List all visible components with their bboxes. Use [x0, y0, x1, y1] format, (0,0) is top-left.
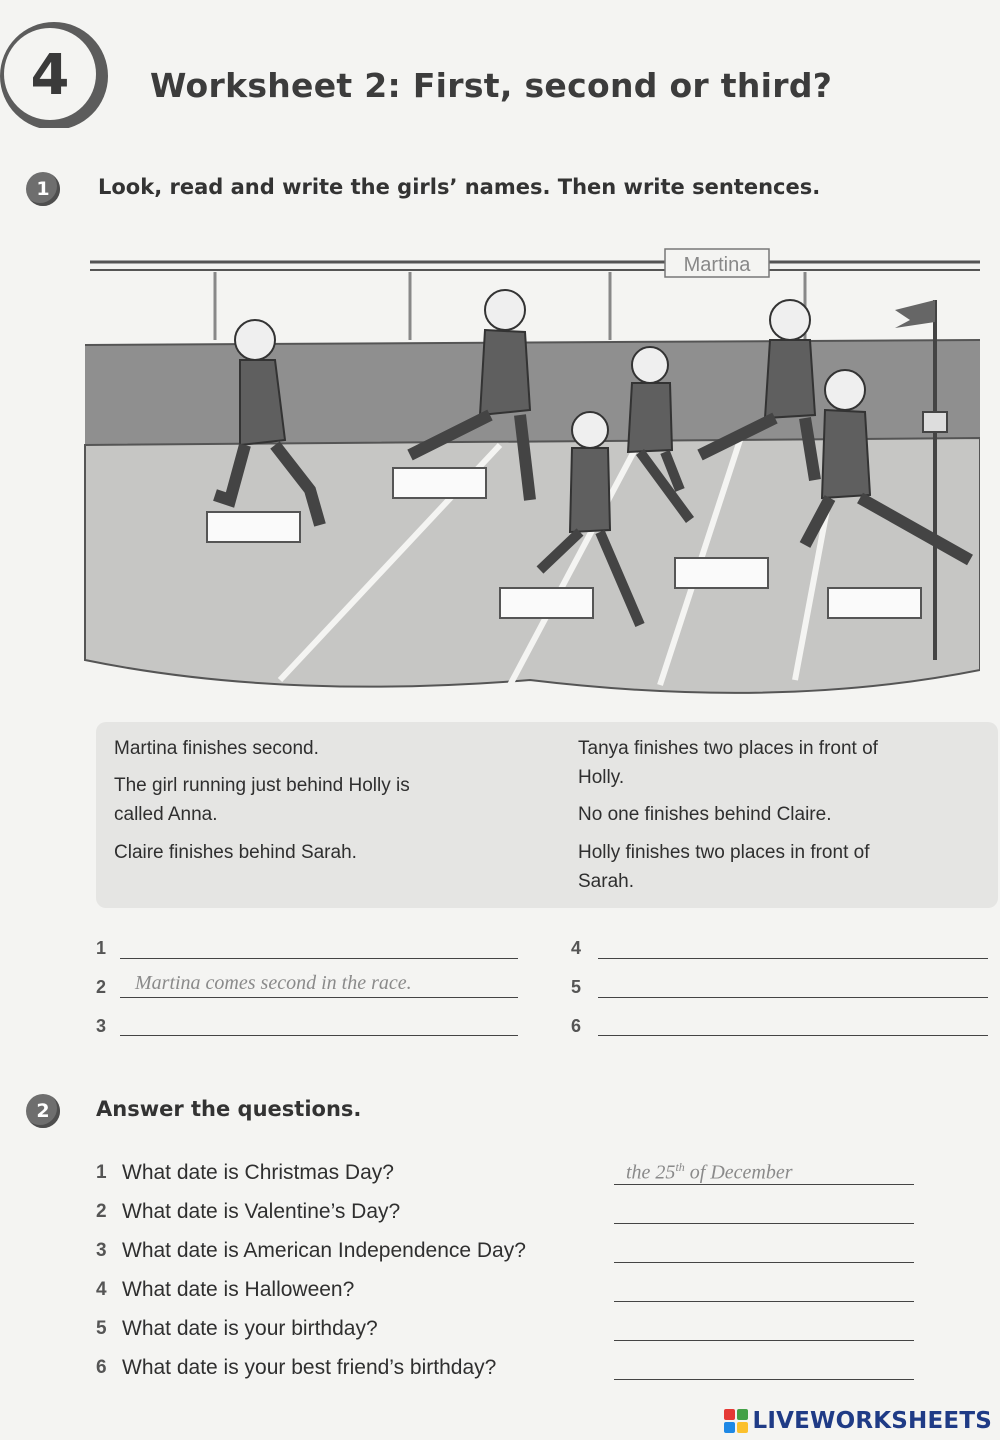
answer-input-4[interactable]: [614, 1301, 914, 1302]
clue-right-2: No one finishes behind Claire.: [578, 804, 832, 825]
clue-left-1: Martina finishes second.: [114, 738, 319, 759]
sentence-number-2: 2: [96, 977, 107, 997]
page-title: Worksheet 2: First, second or third?: [150, 66, 833, 105]
question-text-1: What date is Christmas Day?: [122, 1161, 394, 1184]
clue-right-3: Holly finishes two places in front of Sarah.: [578, 842, 870, 892]
question-number-2: 2: [96, 1201, 107, 1222]
liveworksheets-brand[interactable]: [723, 1406, 992, 1436]
name-box-4: [675, 558, 768, 588]
question-text-6: What date is your best friend’s birthday?: [122, 1356, 497, 1379]
sentence-number-1: 1: [96, 938, 107, 958]
question-text-2: What date is Valentine’s Day?: [122, 1200, 401, 1223]
exercise-1-instruction: Look, read and write the girls’ names. Then write sentences.: [98, 175, 821, 199]
question-number-6: 6: [96, 1357, 107, 1378]
sentence-input-2[interactable]: [120, 997, 518, 998]
question-text-4: What date is Halloween?: [122, 1278, 355, 1301]
race-illustration: [80, 240, 980, 700]
exercise-2-instruction: Answer the questions.: [96, 1097, 362, 1121]
name-box-1: [207, 512, 300, 542]
sentence-number-4: 4: [571, 938, 582, 958]
sentence-input-4[interactable]: [598, 958, 988, 959]
finish-sign-label: Martina: [683, 254, 751, 276]
sentence-answer-2: Martina comes second in the race.: [135, 972, 412, 994]
sentence-input-6[interactable]: [598, 1035, 988, 1036]
unit-number: 4: [30, 43, 70, 108]
clue-left-2: The girl running just behind Holly is called Anna.: [114, 775, 410, 825]
clue-right-1: Tanya finishes two places in front of Holly.: [578, 738, 878, 788]
answer-input-5[interactable]: [614, 1340, 914, 1341]
name-box-2: [393, 468, 486, 498]
brand-name: LIVEWORKSHEETS: [752, 1408, 992, 1434]
sentence-input-3[interactable]: [120, 1035, 518, 1036]
liveworksheets-logo-icon: [723, 1408, 749, 1434]
question-number-1: 1: [96, 1162, 107, 1183]
answer-input-6[interactable]: [614, 1379, 914, 1380]
name-box-5: [828, 588, 921, 618]
sentence-input-5[interactable]: [598, 997, 988, 998]
sentence-number-6: 6: [571, 1016, 582, 1036]
sentence-number-3: 3: [96, 1016, 107, 1036]
name-box-3: [500, 588, 593, 618]
question-text-3: What date is American Independence Day?: [122, 1239, 526, 1262]
question-number-5: 5: [96, 1318, 107, 1339]
question-text-5: What date is your birthday?: [122, 1317, 378, 1340]
answer-input-2[interactable]: [614, 1223, 914, 1224]
sentence-input-1[interactable]: [120, 958, 518, 959]
sentence-number-5: 5: [571, 977, 582, 997]
answer-input-3[interactable]: [614, 1262, 914, 1263]
exercise-2-number: 2: [26, 1094, 60, 1128]
unit-badge: [0, 18, 118, 128]
question-number-4: 4: [96, 1279, 107, 1300]
answer-text-1: the 25th of December: [626, 1160, 793, 1184]
exercise-1-number: 1: [26, 172, 60, 206]
clue-left-3: Claire finishes behind Sarah.: [114, 842, 357, 863]
question-number-3: 3: [96, 1240, 107, 1261]
